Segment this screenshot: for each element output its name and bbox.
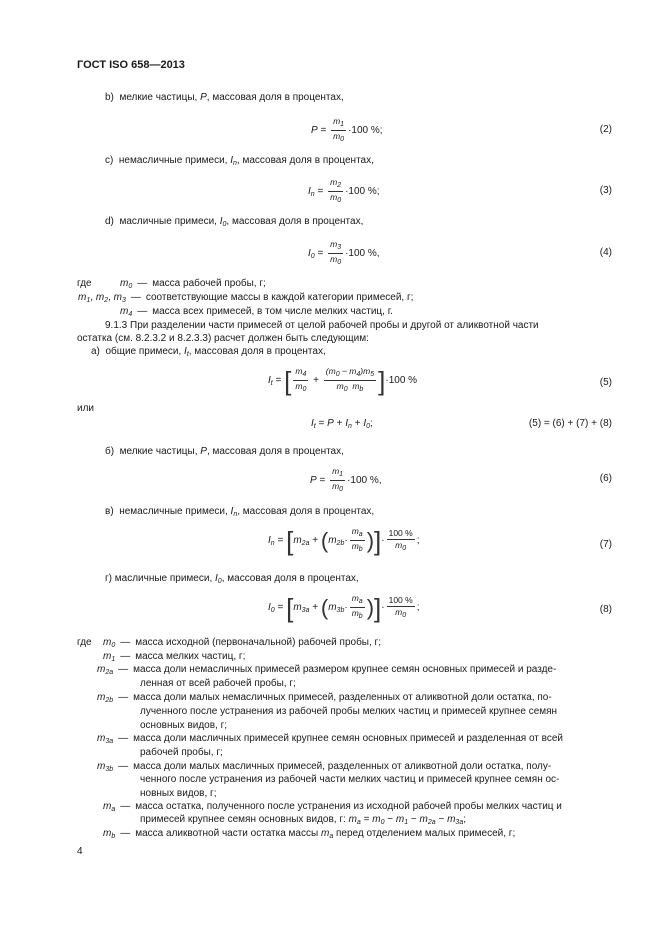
where2-m3a-text-1: масса доли масличных примесей крупнее семян основных примесей и разделенная от всей [133, 733, 564, 744]
where1-m123: $m_1$, $m_2$, $m_3$ — соответствующие массы в каждой категории примесей, г; [78, 292, 414, 304]
where2-m2b-text-1: масса доли малых немасличных примесей, разделенных от аликвотной доли остатка, по- [133, 692, 552, 703]
eq-number-5: (5) [599, 377, 612, 388]
item-b2-label: б) мелкие частицы, P, массовая доля в процентах, [105, 446, 344, 457]
formula-2: P = $\frac{m_1}{m_0}$ ·100 %; [311, 116, 383, 143]
item-c-label: c) немасличные примеси, $I_n$, массовая доля в процентах, [105, 155, 374, 167]
where2-m2b-text-2: лученного после устранения из рабочей пробы мелких частиц и примесей крупнее семян [140, 706, 558, 717]
where2-m3b-text-1: масса доли малых масличных примесей, разделенных от аликвотной доли остатка, полу- [133, 761, 552, 772]
where2-m3a-text-2: рабочей пробы, г; [140, 747, 223, 758]
where1-m0-text: масса рабочей пробы, г; [152, 278, 266, 289]
where2-m2b-text-3: основных видов, г; [140, 720, 228, 731]
page-number: 4 [77, 846, 83, 857]
eq-number-2: (2) [599, 124, 612, 135]
where2-m2b: $m_{2b}$ — масса доли малых немасличных примесей, разделенных от аликвотной доли остатка, по- [97, 692, 552, 704]
where2-mb: $m_b$ — масса аликвотной части остатка массы $m_a$ перед отделением малых примесей, г; [103, 828, 516, 840]
where1-m0: $m_0$ — масса рабочей пробы, г; [120, 278, 266, 290]
eq-number-4: (4) [599, 247, 612, 258]
where2-ma-text-2: примесей крупнее семян основных видов, г: [140, 814, 346, 825]
item-d-label: d) масличные примеси, $I_0$, массовая доля в процентах, [105, 216, 364, 228]
formula-7: $I_n = [m_{2a} + (m_{2b}\cdot$ $\frac{m_a}{m_b}$ )]· $\frac{100 \%}{m_0}$ ; [268, 525, 420, 556]
eq-number-sum: (5) = (6) + (7) + (8) [528, 418, 612, 429]
item-b-label: b) мелкие частицы, P, массовая доля в процентах, [105, 92, 344, 103]
where2-mb-text: масса аликвотной части остатка массы [135, 828, 319, 839]
where-label-2: где [77, 637, 92, 648]
item-v-label: в) немасличные примеси, $I_n$, массовая доля в процентах, [105, 506, 375, 518]
item-g-label: г) масличные примеси, $I_0$, массовая доля в процентах, [105, 573, 359, 585]
where2-m3b-text-2: ченного после устранения из рабочей части мелких частиц и примесей крупнее семян ос- [140, 774, 560, 785]
eq-number-6: (6) [599, 473, 612, 484]
formula-6: P = $\frac{m_1}{m_0}$ ·100 %, [310, 466, 382, 493]
para-line-2: остатка (см. 8.2.3.2 и 8.2.3.3) расчет должен быть следующим: [77, 333, 369, 344]
where-label-1: где [77, 278, 92, 289]
where2-m0: $m_0$ — масса исходной (первоначальной) рабочей пробы, г; [103, 637, 381, 649]
formula-sum: $I_t = P + I_n + I_0$; [311, 418, 373, 430]
formula-5: $I_t$ = [ $\frac{m_4}{m_0}$ + $\frac{(m_0 - m_4)m_5}{m_0 m_b}$ ]·100 % [268, 365, 418, 396]
where2-m3b-text-3: новных видов, г; [140, 788, 217, 799]
where1-m4: $m_4$ — масса всех примесей, в том числе мелких частиц, г. [120, 306, 393, 318]
page-title: ГОСТ ISO 658—2013 [77, 59, 185, 71]
where2-m2a-text-2: ленная от всей рабочей пробы, г; [140, 678, 296, 689]
where2-m1: $m_1$ — масса мелких частиц, г; [103, 651, 246, 663]
where2-ma-text-1: масса остатка, полученного после устранения из исходной рабочей пробы мелких частиц и [135, 801, 562, 812]
where2-ma-line-2: примесей крупнее семян основных видов, г: $m_a = m_0 - m_1 - m_{2a} - m_{3a}$; [140, 814, 466, 826]
where1-m4-text: масса всех примесей, в том числе мелких частиц, г. [152, 306, 393, 317]
formula-3: $I_n$ = $\frac{m_2}{m_0}$ ·100 %; [308, 177, 380, 204]
where2-m0-text: масса исходной (первоначальной) рабочей пробы, г; [135, 637, 381, 648]
eq-number-8: (8) [599, 604, 612, 615]
where2-m3b: $m_{3b}$ — масса доли малых масличных примесей, разделенных от аликвотной доли остатка, полу- [97, 761, 552, 773]
where2-m2a-text-1: масса доли немасличных примесей размером крупнее семян основных примесей и разде- [133, 664, 557, 675]
para-line-1: 9.1.3 При разделении части примесей от целой рабочей пробы и другой от аликвотной части [105, 320, 539, 331]
where2-m1-text: масса мелких частиц, г; [135, 651, 246, 662]
where2-ma: $m_a$ — масса остатка, полученного после устранения из исходной рабочей пробы мелких частиц и [103, 801, 562, 813]
where1-m123-text: соответствующие массы в каждой категории примесей, г; [145, 292, 414, 303]
eq-number-3: (3) [599, 185, 612, 196]
ili-label: или [77, 403, 95, 414]
item-a-label: а) общие примеси, $I_t$, массовая доля в процентах, [91, 346, 326, 358]
where2-m3a: $m_{3a}$ — масса доли масличных примесей крупнее семян основных примесей и разделенная от всей [97, 733, 564, 745]
formula-8: $I_0 = [m_{3a} + (m_{3b}\cdot$ $\frac{m_a}{m_b}$ )]· $\frac{100 \%}{m_0}$ ; [268, 592, 420, 623]
eq-number-7: (7) [599, 539, 612, 550]
where2-m2a: $m_{2a}$ — масса доли немасличных примесей размером крупнее семян основных примесей и разде- [97, 664, 557, 676]
formula-4: $I_0$ = $\frac{m_3}{m_0}$ ·100 %, [308, 239, 380, 266]
